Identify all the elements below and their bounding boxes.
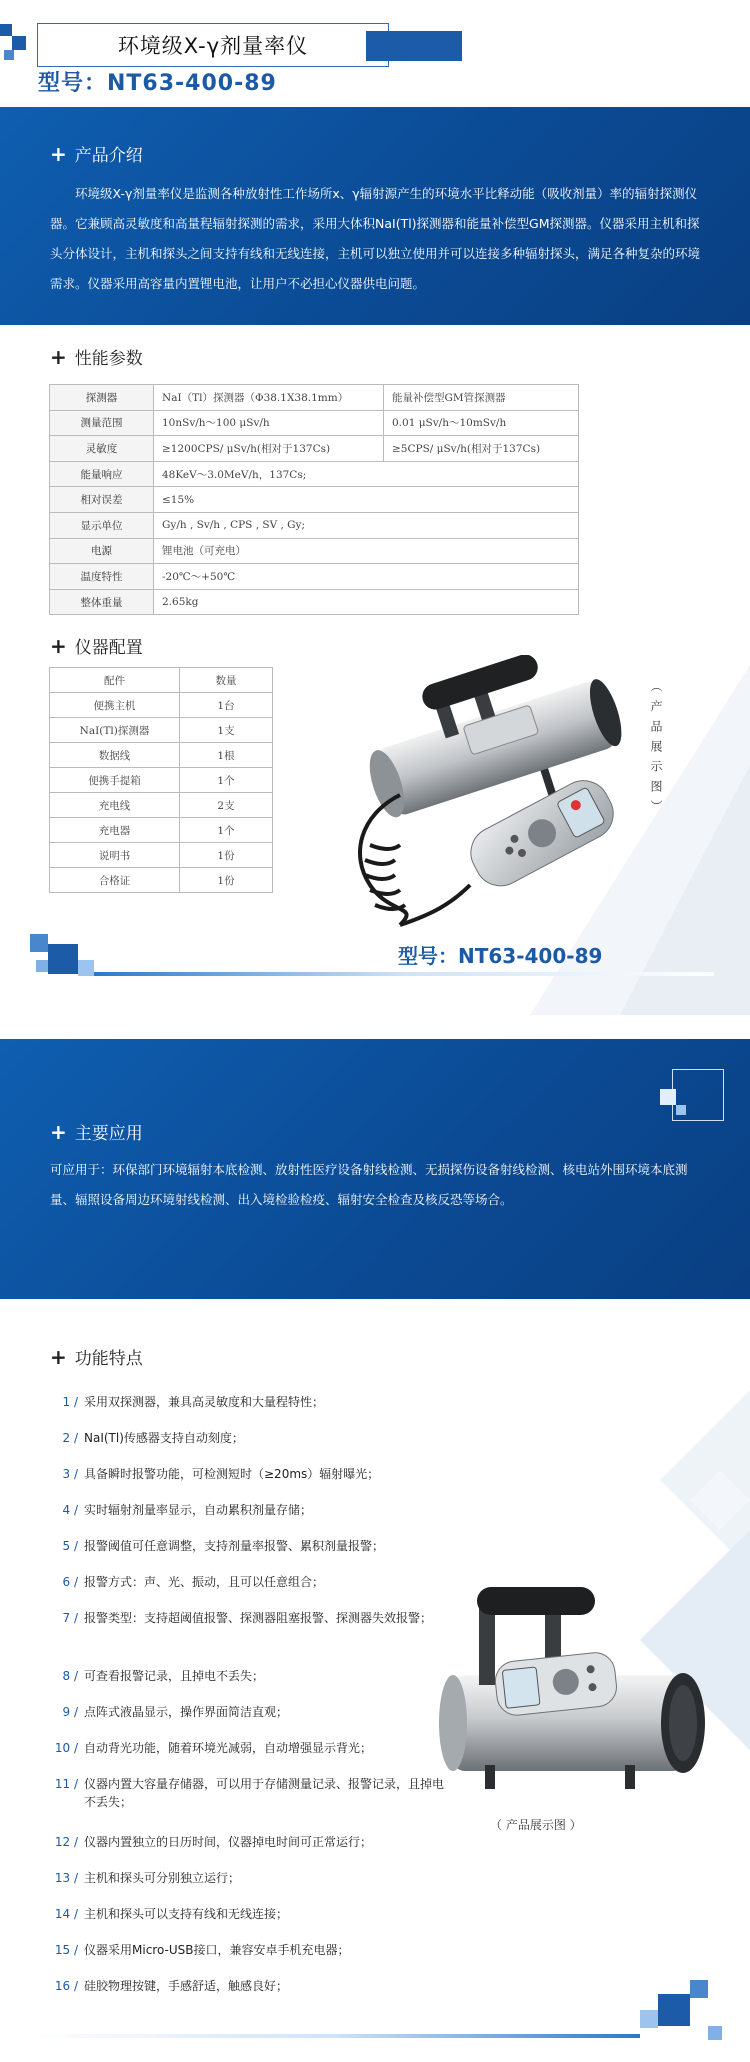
feature-item xyxy=(40,1739,454,1757)
param-name: 温度特性 xyxy=(50,564,154,590)
feature-number: 4 / xyxy=(62,1503,78,1517)
feature-item xyxy=(40,1833,454,1851)
feature-number: 1 / xyxy=(62,1395,78,1409)
param-value: -20℃～+50℃ xyxy=(154,564,579,590)
deco-square xyxy=(708,2026,722,2040)
deco-square xyxy=(4,50,14,60)
feature-text: 主机和探头可分别独立运行； xyxy=(84,1871,241,1885)
page-title: 环境级X-γ剂量率仪 xyxy=(37,23,389,67)
config-part: 数据线 xyxy=(50,743,180,768)
feature-number: 7 / xyxy=(62,1611,78,1625)
deco-square xyxy=(660,1089,676,1105)
config-part: 说明书 xyxy=(50,843,180,868)
params-row xyxy=(50,385,579,411)
feature-number: 16 / xyxy=(54,1979,78,1993)
params-row xyxy=(50,436,579,462)
feature-number: 10 / xyxy=(54,1741,78,1755)
feature-item xyxy=(40,1429,454,1447)
plus-icon: + xyxy=(50,141,67,166)
feature-text: 仪器内置大容量存储器，可以用于存储测量记录、报警记录，且掉电不丢失； xyxy=(84,1777,445,1809)
feature-text: 主机和探头可以支持有线和无线连接； xyxy=(84,1907,289,1921)
applications-heading: + 主要应用 xyxy=(50,1119,143,1144)
feature-text: 报警方式：声、光、振动，且可以任意组合； xyxy=(84,1575,325,1589)
applications-section xyxy=(0,1039,750,1299)
feature-text: 采用双探测器，兼具高灵敏度和大量程特性； xyxy=(84,1395,325,1409)
config-row xyxy=(50,793,273,818)
title-accent-bar xyxy=(366,31,462,61)
deco-square xyxy=(676,1105,686,1115)
feature-number: 11 / xyxy=(54,1777,78,1791)
feature-item xyxy=(40,1977,454,1995)
deco-square xyxy=(78,960,94,976)
deco-square xyxy=(30,934,48,952)
config-header-part: 配件 xyxy=(50,668,180,693)
param-value-gm: 0.01 μSv/h～10mSv/h xyxy=(384,410,579,436)
param-value: 48KeV～3.0MeV/h，137Cs; xyxy=(154,461,579,487)
params-row xyxy=(50,538,579,564)
feature-text: 硅胶物理按键，手感舒适，触感良好； xyxy=(84,1979,289,1993)
feature-text: 点阵式液晶显示，操作界面简洁直观； xyxy=(84,1705,289,1719)
deco-square xyxy=(12,36,26,50)
deco-square xyxy=(0,24,12,36)
feature-text: 实时辐射剂量率显示，自动累积剂量存储； xyxy=(84,1503,313,1517)
feature-item xyxy=(40,1869,454,1887)
feature-number: 13 / xyxy=(54,1871,78,1885)
feature-number: 2 / xyxy=(62,1431,78,1445)
config-qty: 1份 xyxy=(180,868,273,893)
feature-number: 14 / xyxy=(54,1907,78,1921)
config-row xyxy=(50,868,273,893)
divider-line xyxy=(94,972,714,976)
feature-number: 6 / xyxy=(62,1575,78,1589)
params-row xyxy=(50,410,579,436)
config-row xyxy=(50,718,273,743)
param-value: ≥1200CPS/ μSv/h(相对于137Cs) xyxy=(154,436,384,462)
param-name: 能量响应 xyxy=(50,461,154,487)
config-row xyxy=(50,818,273,843)
model-number-bottom: 型号：NT63-400-89 xyxy=(398,944,603,968)
feature-item xyxy=(40,1905,454,1923)
param-value: NaI（Tl）探测器（Φ38.1Χ38.1mm） xyxy=(154,385,384,411)
param-value: 10nSv/h～100 μSv/h xyxy=(154,410,384,436)
config-row xyxy=(50,743,273,768)
feature-item xyxy=(40,1609,454,1627)
feature-item xyxy=(40,1465,454,1483)
config-part: 便携主机 xyxy=(50,693,180,718)
deco-square xyxy=(36,960,48,972)
features-image-caption: （ 产品展示图 ） xyxy=(490,1818,582,1832)
params-table xyxy=(49,384,579,615)
config-part: 充电线 xyxy=(50,793,180,818)
feature-item xyxy=(40,1573,454,1591)
deco-square xyxy=(640,2010,658,2028)
param-value: ≤15% xyxy=(154,487,579,513)
applications-text: 可应用于：环保部门环境辐射本底检测、放射性医疗设备射线检测、无损探伤设备射线检测、核电站外围环境本底测量、辐照设备周边环境射线检测、出入境检验检疫、辐射安全检查及核反恐等场合。 xyxy=(50,1162,688,1207)
param-name: 测量范围 xyxy=(50,410,154,436)
config-row xyxy=(50,843,273,868)
intro-section xyxy=(0,107,750,325)
config-part: 充电器 xyxy=(50,818,180,843)
feature-item xyxy=(40,1537,454,1555)
config-qty: 2支 xyxy=(180,793,273,818)
feature-text: 自动背光功能，随着环境光减弱，自动增强显示背光； xyxy=(84,1741,373,1755)
divider-line xyxy=(30,2034,640,2038)
params-row xyxy=(50,589,579,615)
config-heading: + 仪器配置 xyxy=(50,633,143,658)
params-row xyxy=(50,564,579,590)
feature-item xyxy=(40,1775,454,1811)
config-part: 合格证 xyxy=(50,868,180,893)
feature-text: NaI(Tl)传感器支持自动刻度； xyxy=(84,1431,244,1445)
feature-number: 5 / xyxy=(62,1539,78,1553)
feature-text: 报警类型：支持超阈值报警、探测器阻塞报警、探测器失效报警； xyxy=(84,1611,433,1625)
config-row xyxy=(50,693,273,718)
feature-item xyxy=(40,1501,454,1519)
param-value: 2.65kg xyxy=(154,589,579,615)
config-qty: 1个 xyxy=(180,818,273,843)
feature-text: 具备瞬时报警功能，可检测短时（≥20ms）辐射曝光； xyxy=(84,1467,380,1481)
plus-icon: + xyxy=(50,1344,67,1369)
param-value: 锂电池（可充电） xyxy=(154,538,579,564)
page-header xyxy=(0,0,750,110)
feature-number: 9 / xyxy=(62,1705,78,1719)
params-row xyxy=(50,461,579,487)
config-header-qty: 数量 xyxy=(180,668,273,693)
model-number: 型号：NT63-400-89 xyxy=(38,71,277,96)
config-table xyxy=(49,667,273,893)
feature-item xyxy=(40,1941,454,1959)
param-name: 探测器 xyxy=(50,385,154,411)
param-name: 相对误差 xyxy=(50,487,154,513)
feature-number: 8 / xyxy=(62,1669,78,1683)
params-heading: + 性能参数 xyxy=(50,344,143,369)
param-name: 整体重量 xyxy=(50,589,154,615)
product-image-detector-handheld xyxy=(340,655,630,945)
plus-icon: + xyxy=(50,344,67,369)
param-value-gm: 能量补偿型GM管探测器 xyxy=(384,385,579,411)
feature-number: 12 / xyxy=(54,1835,78,1849)
feature-text: 可查看报警记录，且掉电不丢失； xyxy=(84,1669,265,1683)
intro-heading: + 产品介绍 xyxy=(50,141,143,166)
config-qty: 1支 xyxy=(180,718,273,743)
intro-text: 环境级X-γ剂量率仪是监测各种放射性工作场所x、γ辐射源产生的环境水平比释动能（吸收剂量）率的辐射探测仪器。它兼顾高灵敏度和高量程辐射探测的需求，采用大体积NaI(Tl)探测器和能量补偿型GM探测器。仪器采用主机和探头分体设计，主机和探头之间支持有线和无线连接，主机可以独立使用并可以连接多种辐射探头，满足各种复杂的环境需求。仪器采用高容量内置锂电池，让用户不必担心仪器供电问题。 xyxy=(50,186,701,291)
deco-square xyxy=(48,944,78,974)
product-image-caption: （产品展示图） xyxy=(649,680,663,820)
config-qty: 1台 xyxy=(180,693,273,718)
param-name: 灵敏度 xyxy=(50,436,154,462)
feature-number: 3 / xyxy=(62,1467,78,1481)
config-qty: 1根 xyxy=(180,743,273,768)
product-image-detector-assembled xyxy=(425,1565,705,1805)
feature-item xyxy=(40,1393,454,1411)
config-part: NaI(Tl)探测器 xyxy=(50,718,180,743)
config-row xyxy=(50,768,273,793)
params-row xyxy=(50,487,579,513)
plus-icon: + xyxy=(50,633,67,658)
features-heading: + 功能特点 xyxy=(50,1344,143,1369)
config-part: 便携手提箱 xyxy=(50,768,180,793)
feature-text: 报警阈值可任意调整，支持剂量率报警、累积剂量报警； xyxy=(84,1539,385,1553)
param-value-gm: ≥5CPS/ μSv/h(相对于137Cs) xyxy=(384,436,579,462)
param-name: 电源 xyxy=(50,538,154,564)
feature-text: 仪器内置独立的日历时间，仪器掉电时间可正常运行； xyxy=(84,1835,373,1849)
deco-square xyxy=(658,1994,690,2026)
params-row xyxy=(50,512,579,538)
plus-icon: + xyxy=(50,1119,67,1144)
param-value: Gy/h , Sv/h , CPS , SV , Gy; xyxy=(154,512,579,538)
feature-item xyxy=(40,1667,454,1685)
feature-text: 仪器采用Micro-USB接口，兼容安卓手机充电器； xyxy=(84,1943,350,1957)
param-name: 显示单位 xyxy=(50,512,154,538)
deco-square xyxy=(690,1980,708,1998)
config-qty: 1个 xyxy=(180,768,273,793)
feature-item xyxy=(40,1703,454,1721)
config-qty: 1份 xyxy=(180,843,273,868)
feature-number: 15 / xyxy=(54,1943,78,1957)
